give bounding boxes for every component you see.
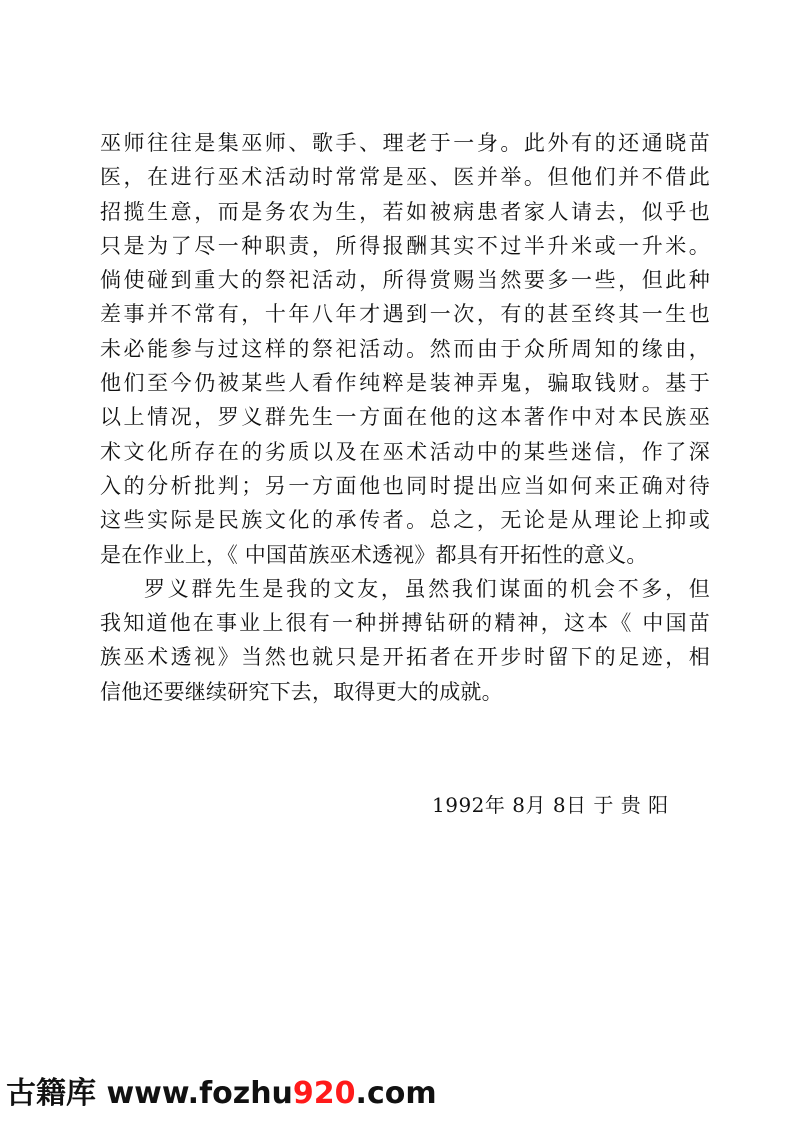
text-line: 医，在进行巫术活动时常常是巫、医并举。但他们并不借此 — [100, 165, 710, 190]
text-line: 以上情况，罗义群先生一方面在他的这本著作中对本民族巫 — [100, 405, 710, 430]
watermark-url-prefix: www.fozhu — [106, 1076, 293, 1111]
paragraph-start-line: 罗义群先生是我的文友，虽然我们谋面的机会不多，但 — [144, 576, 710, 601]
watermark-brand: 古籍库 — [6, 1076, 96, 1111]
watermark-url — [106, 1076, 436, 1111]
date-place-signature: 1992年 8月 8日 于 贵 阳 — [432, 793, 669, 817]
text-line: 是在作业上，《 中国苗族巫术透视》都具有开拓性的意义。 — [100, 542, 648, 567]
text-line: 倘使碰到重大的祭祀活动，所得赏赐当然要多一些，但此种 — [100, 268, 710, 293]
text-line: 术文化所存在的劣质以及在巫术活动中的某些迷信，作了深 — [100, 439, 710, 464]
text-line: 这些实际是民族文化的承传者。总之，无论是从理论上抑或 — [100, 508, 710, 533]
text-line: 入的分析批判；另一方面他也同时提出应当如何来正确对待 — [100, 473, 710, 498]
body-text — [100, 126, 710, 709]
text-line: 信他还要继续研究下去，取得更大的成就。 — [100, 679, 503, 704]
text-line: 未必能参与过这样的祭祀活动。然而由于众所周知的缘由， — [100, 336, 710, 361]
text-line: 巫师往往是集巫师、歌手、理老于一身。此外有的还通晓苗 — [100, 131, 710, 155]
text-line: 我知道他在事业上很有一种拼搏钻研的精神，这本《 中国苗 — [100, 611, 710, 636]
watermark-url-suffix: .com — [355, 1076, 437, 1111]
text-line: 只是为了尽一种职责，所得报酬其实不过半升米或一升米。 — [100, 233, 710, 258]
site-watermark — [6, 1072, 437, 1116]
text-line: 招揽生意，而是务农为生，若如被病患者家人请去，似乎也 — [100, 199, 710, 224]
text-line: 族巫术透视》当然也就只是开拓者在开步时留下的足迹，相 — [100, 645, 710, 670]
text-line: 差事并不常有，十年八年才遇到一次，有的甚至终其一生也 — [100, 302, 710, 327]
text-line: 他们至今仍被某些人看作纯粹是装神弄鬼，骗取钱财。基于 — [100, 371, 710, 396]
watermark-url-number: 920 — [292, 1076, 356, 1111]
